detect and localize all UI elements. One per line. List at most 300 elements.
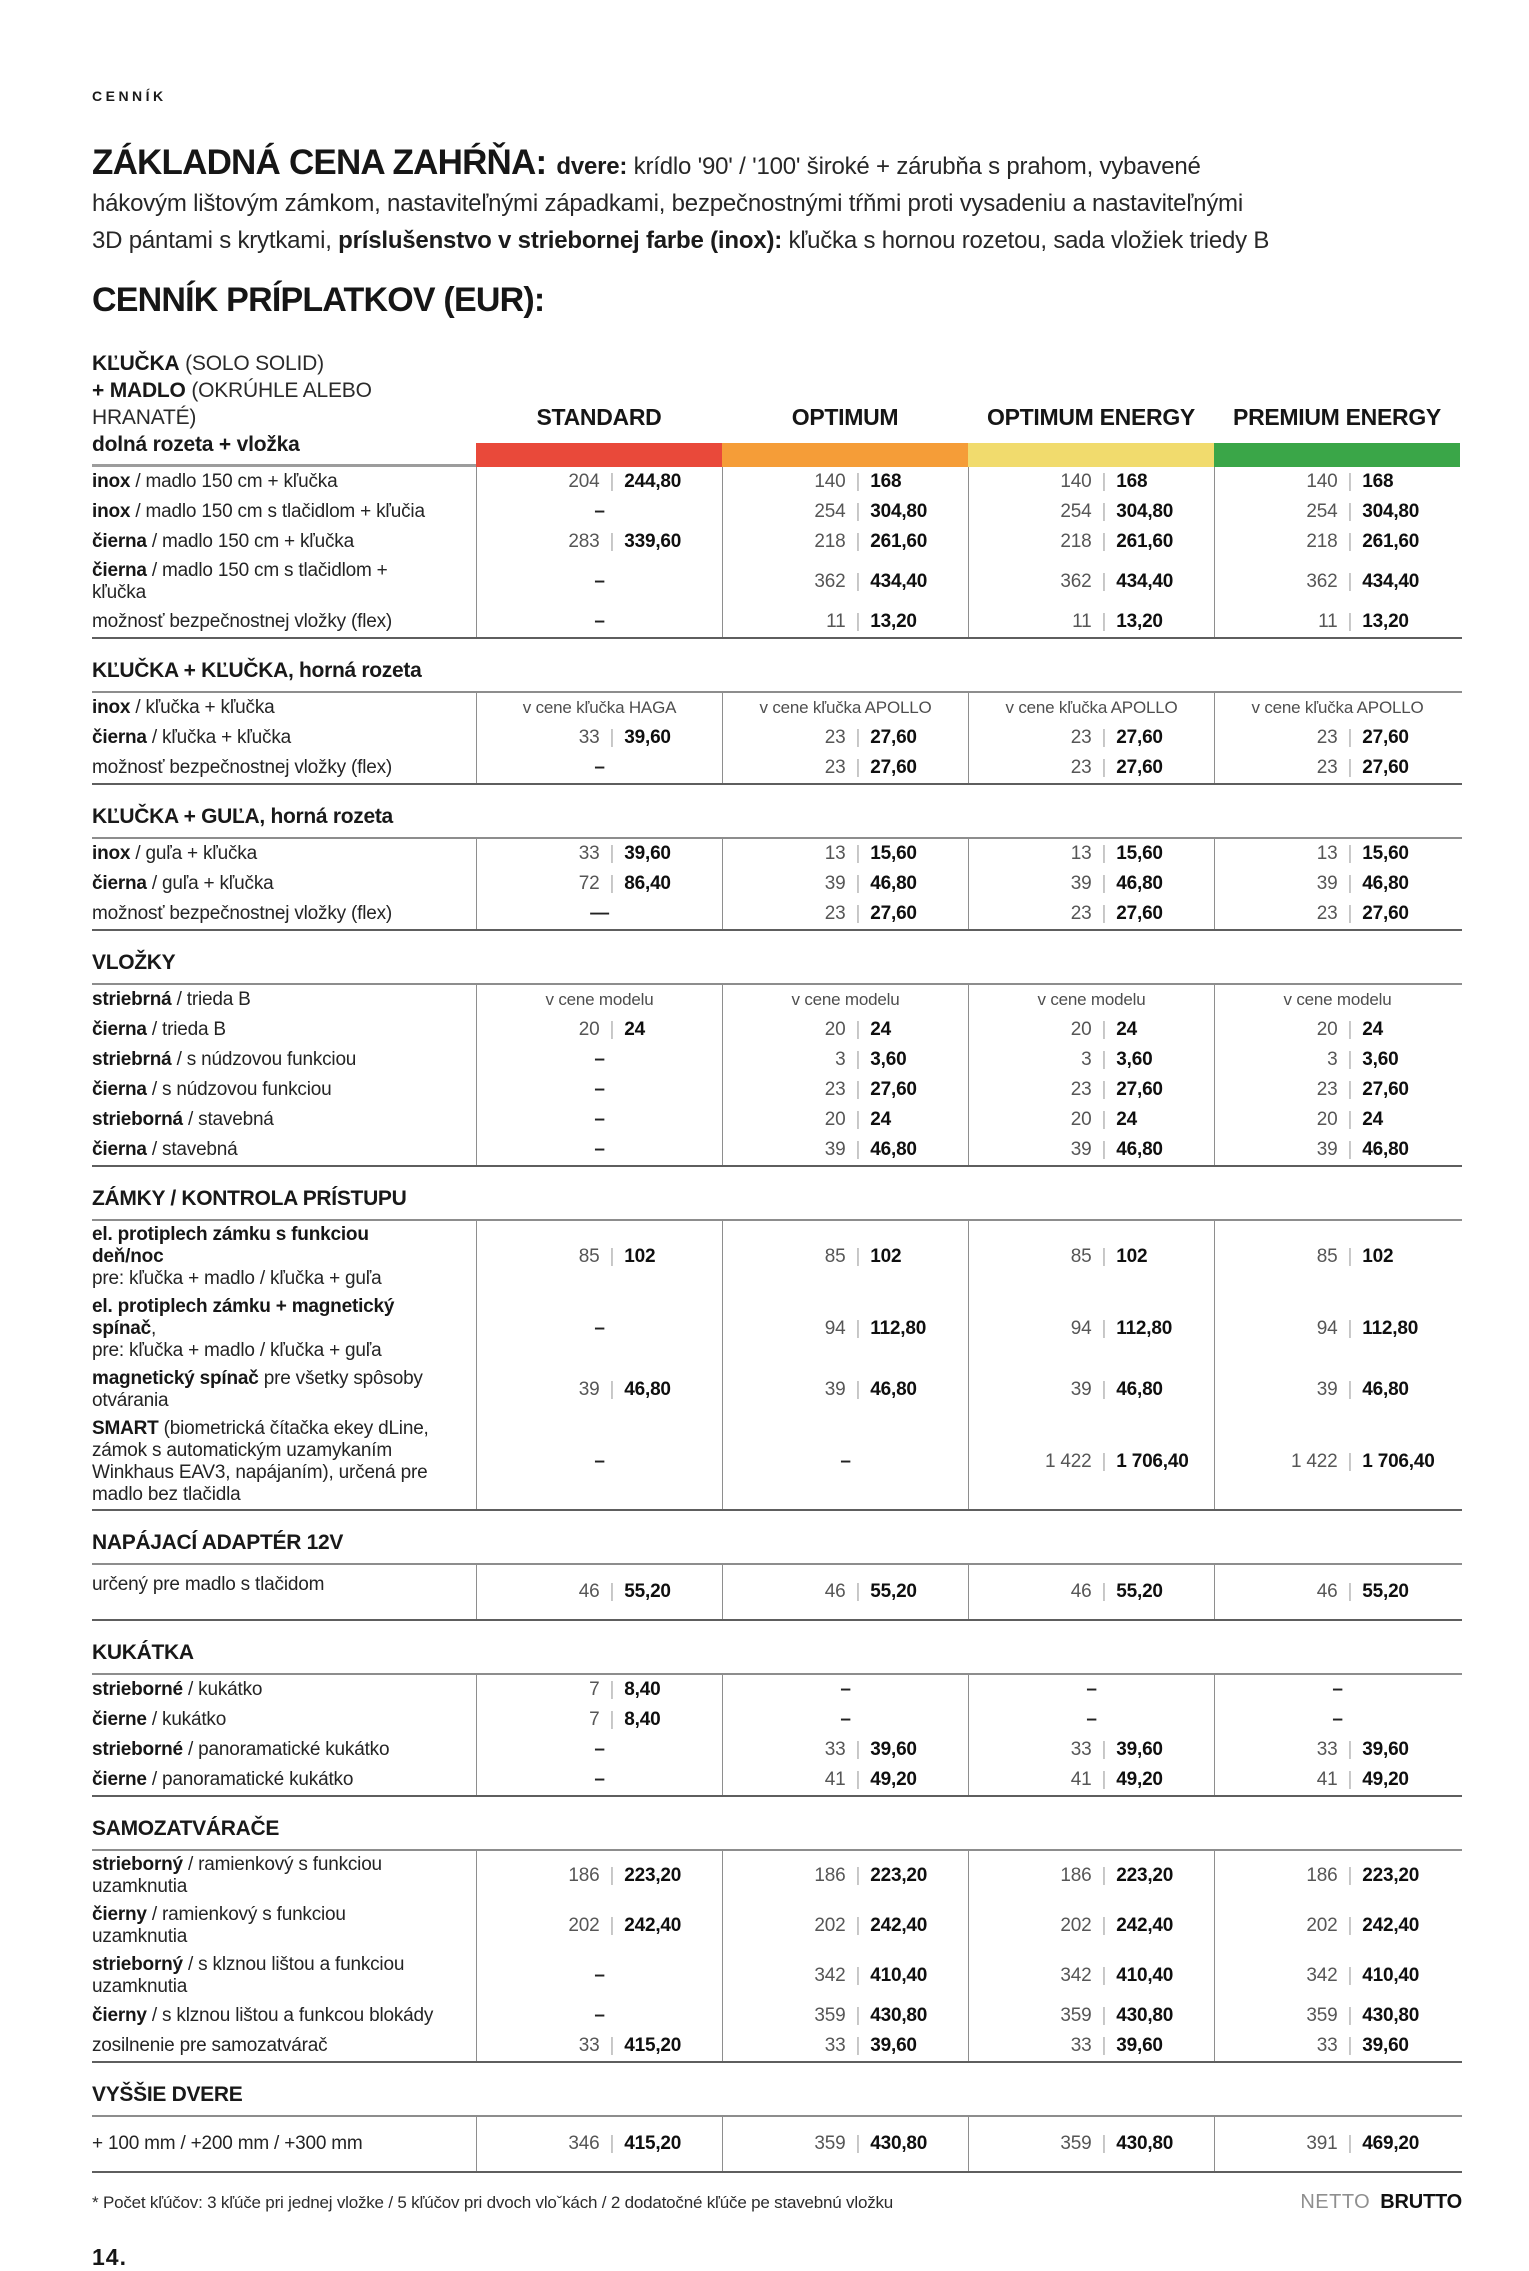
- row-label: [92, 1293, 476, 1365]
- price-cell: [722, 839, 968, 869]
- table-row: [92, 607, 1462, 637]
- price-cell: [1214, 869, 1460, 899]
- table-row: [92, 869, 1462, 899]
- netto: 85: [578, 1246, 600, 1267]
- table-row: [92, 1075, 1462, 1105]
- price-cell: [476, 1415, 722, 1509]
- note: v cene kľučka HAGA: [522, 698, 677, 717]
- netto: 359: [1306, 2005, 1338, 2026]
- row-label-text: určený pre madlo s tlačidom: [92, 1574, 325, 1595]
- dash: —: [590, 903, 609, 924]
- row-label-text: / kľučka + kľučka: [130, 697, 275, 718]
- section-vyssie-dvere: [92, 2083, 1462, 2173]
- brutto: | 39,60: [846, 2035, 969, 2057]
- netto: 11: [826, 611, 846, 632]
- brutto: | 55,20: [1092, 1581, 1215, 1603]
- price-cell: [722, 869, 968, 899]
- netto: 362: [814, 571, 846, 592]
- price-cell: [476, 753, 722, 783]
- dash: –: [594, 1965, 605, 1986]
- row-label-text: / kľučka + kľučka: [146, 727, 292, 748]
- brutto: | 304,80: [1092, 501, 1215, 523]
- price-cell: [722, 1075, 968, 1105]
- price-cell: [476, 497, 722, 527]
- price-cell: [476, 1365, 722, 1415]
- price-cell: [1214, 2031, 1460, 2061]
- brutto: | 46,80: [1338, 1379, 1461, 1401]
- section-kukatka: [92, 1641, 1462, 1797]
- intro-paragraph: [92, 144, 1462, 259]
- brutto: | 46,80: [600, 1379, 723, 1401]
- price-cell: [1214, 1735, 1460, 1765]
- brutto: | 15,60: [1338, 843, 1461, 865]
- price-cell: [1214, 527, 1460, 557]
- price-cell: [968, 1075, 1214, 1105]
- price-cell: [1214, 1565, 1460, 1619]
- brutto: | 24: [1338, 1109, 1461, 1131]
- table-row: [92, 1415, 1462, 1509]
- brutto: | 168: [1338, 471, 1461, 493]
- row-label: [92, 724, 476, 752]
- dash: –: [1332, 1709, 1343, 1730]
- row-label-bold: inox: [92, 501, 131, 522]
- netto: 39: [1070, 873, 1092, 894]
- row-label: [92, 1565, 476, 1599]
- row-label-text: / madlo 150 cm + kľučka: [146, 531, 354, 552]
- price-cell: [968, 839, 1214, 869]
- brutto: | 49,20: [1338, 1769, 1461, 1791]
- row-label-text: / s klznou lištou a funkcou blokády: [146, 2005, 434, 2026]
- dash: –: [594, 1049, 605, 1070]
- brutto: | 24: [1092, 1019, 1215, 1041]
- price-cell: [968, 723, 1214, 753]
- price-cell: [722, 467, 968, 497]
- brutto: | 27,60: [846, 1079, 969, 1101]
- netto: 346: [568, 2133, 600, 2154]
- price-cell: [968, 753, 1214, 783]
- netto: 33: [1070, 2035, 1092, 2056]
- row-label-text: / stavebná: [146, 1139, 238, 1160]
- brutto: | 27,60: [846, 903, 969, 925]
- price-cell: [1214, 1951, 1460, 2001]
- table-row: [92, 839, 1462, 869]
- price-cell: [1214, 839, 1460, 869]
- netto: 7: [589, 1679, 600, 1700]
- table-row: [92, 2001, 1462, 2031]
- brutto: | 102: [600, 1246, 723, 1268]
- netto: 1 422: [1290, 1451, 1338, 1472]
- intro-line3-c: kľučka s hornou rozetou, sada vložiek triedy B: [782, 227, 1270, 254]
- first-title-line1: [92, 350, 476, 377]
- row-label-text: + 100 mm / +200 mm / +300 mm: [92, 2133, 363, 2154]
- price-cell: [968, 1015, 1214, 1045]
- section-title: VLOŽKY: [92, 951, 176, 974]
- price-cell: [722, 1565, 968, 1619]
- price-cell: [476, 1135, 722, 1165]
- price-cell: [1214, 1365, 1460, 1415]
- price-cell: [968, 1415, 1214, 1509]
- column-color-bar: [968, 443, 1214, 467]
- table-row: [92, 1293, 1462, 1365]
- netto: 362: [1306, 571, 1338, 592]
- price-cell: [968, 1675, 1214, 1705]
- brutto: | 102: [846, 1246, 969, 1268]
- netto: 33: [578, 843, 600, 864]
- section-table: [92, 1219, 1462, 1511]
- row-label-text: pre všetky spôsoby otvárania: [92, 1368, 423, 1411]
- price-cell: [476, 869, 722, 899]
- column-color-bar: [722, 443, 968, 467]
- netto: 254: [1060, 501, 1092, 522]
- price-cell: [722, 2117, 968, 2171]
- row-label-bold: inox: [92, 471, 131, 492]
- price-cell: [968, 1135, 1214, 1165]
- netto: 20: [578, 1019, 600, 1040]
- intro-line1-text: krídlo '90' / '100' široké + zárubňa s prahom, vybavené: [627, 153, 1201, 180]
- brutto: | 24: [846, 1019, 969, 1041]
- price-cell: [1214, 1851, 1460, 1901]
- first-l2-text: (OKRÚHLE ALEBO HRANATÉ): [92, 379, 372, 429]
- section-title: VYŠŠIE DVERE: [92, 2083, 243, 2106]
- brutto: | 410,40: [1092, 1965, 1215, 1987]
- price-cell: [968, 2117, 1214, 2171]
- section-adapter: [92, 1531, 1462, 1621]
- section-table: [92, 983, 1462, 1167]
- netto: 202: [1306, 1915, 1338, 1936]
- netto: 11: [1318, 611, 1338, 632]
- row-label: [92, 468, 476, 496]
- netto: 20: [824, 1109, 846, 1130]
- intro-line3-a: 3D pántami s krytkami,: [92, 227, 339, 254]
- section-table: [92, 1673, 1462, 1797]
- brutto: | 39,60: [1092, 1739, 1215, 1761]
- row-label-text: / trieda B: [171, 989, 251, 1010]
- brutto: | 1 706,40: [1092, 1451, 1215, 1473]
- note: v cene modelu: [1283, 990, 1392, 1009]
- netto: 41: [1316, 1769, 1338, 1790]
- brutto: | 102: [1092, 1246, 1215, 1268]
- brutto: | 410,40: [846, 1965, 969, 1987]
- brutto: | 261,60: [1092, 531, 1215, 553]
- netto: 202: [568, 1915, 600, 1936]
- section-table: [92, 2115, 1462, 2173]
- row-label-text: / madlo 150 cm s tlačidlom + kľučka: [92, 560, 388, 603]
- row-label-text: / s klznou lištou a funkciou uzamknutia: [92, 1954, 405, 1997]
- section-vlozky: [92, 951, 1462, 1167]
- row-label: [92, 1901, 476, 1951]
- netto: 359: [814, 2133, 846, 2154]
- table-row: [92, 1015, 1462, 1045]
- brutto-label: BRUTTO: [1380, 2191, 1462, 2213]
- netto: 41: [824, 1769, 846, 1790]
- price-cell: [476, 2001, 722, 2031]
- column-title: PREMIUM ENERGY: [1233, 404, 1441, 430]
- brutto: | 24: [846, 1109, 969, 1131]
- row-label: [92, 1016, 476, 1044]
- row-label: [92, 1136, 476, 1164]
- price-cell: [722, 693, 968, 723]
- row-label-bold: čierna: [92, 1019, 147, 1040]
- netto: 85: [1316, 1246, 1338, 1267]
- price-cell: [476, 2117, 722, 2171]
- price-cell: [476, 1105, 722, 1135]
- netto: 20: [1316, 1019, 1338, 1040]
- intro-line3-bold: príslušenstvo v striebornej farbe (inox):: [338, 227, 783, 254]
- brutto: | 223,20: [600, 1865, 723, 1887]
- netto: 342: [1306, 1965, 1338, 1986]
- row-label-bold: SMART: [92, 1418, 159, 1439]
- section-klucka-klucka: [92, 659, 1462, 785]
- price-cell: [722, 1135, 968, 1165]
- brutto: | 24: [600, 1019, 723, 1041]
- table-row: [92, 1951, 1462, 2001]
- price-cell: [722, 899, 968, 929]
- dash: –: [594, 1139, 605, 1160]
- brutto: | 46,80: [846, 873, 969, 895]
- row-label: [92, 694, 476, 722]
- price-cell: [722, 1221, 968, 1293]
- price-cell: [968, 1901, 1214, 1951]
- price-cell: [722, 2001, 968, 2031]
- price-cell: [1214, 1135, 1460, 1165]
- dash: –: [594, 1451, 605, 1472]
- brutto: | 1 706,40: [1338, 1451, 1461, 1473]
- price-cell: [722, 557, 968, 607]
- brutto: | 13,20: [846, 611, 969, 633]
- row-label-bold: striebrná: [92, 989, 172, 1010]
- netto: 23: [1070, 1079, 1092, 1100]
- netto: 254: [814, 501, 846, 522]
- netto: 23: [824, 727, 846, 748]
- netto: 218: [1060, 531, 1092, 552]
- table-row: [92, 467, 1462, 497]
- netto: 39: [1316, 1139, 1338, 1160]
- row-label-text: / madlo 150 cm s tlačidlom + kľučia: [130, 501, 425, 522]
- price-cell: [1214, 467, 1460, 497]
- price-cell: [722, 607, 968, 637]
- brutto: | 55,20: [1338, 1581, 1461, 1603]
- price-cell: [476, 1075, 722, 1105]
- netto: 20: [1316, 1109, 1338, 1130]
- table-row: [92, 1735, 1462, 1765]
- column-title: STANDARD: [536, 404, 662, 430]
- price-cell: [722, 1765, 968, 1795]
- netto: 39: [1316, 1379, 1338, 1400]
- column-header-optimum: [722, 404, 968, 467]
- dash: –: [1332, 1679, 1343, 1700]
- netto: 140: [1060, 471, 1092, 492]
- price-cell: [968, 467, 1214, 497]
- price-cell: [968, 1565, 1214, 1619]
- netto: 20: [1070, 1019, 1092, 1040]
- price-cell: [968, 1105, 1214, 1135]
- netto: 3: [835, 1049, 846, 1070]
- price-cell: [722, 753, 968, 783]
- brutto: | 430,80: [1092, 2005, 1215, 2027]
- brutto: | 27,60: [1338, 1079, 1461, 1101]
- price-cell: [1214, 1015, 1460, 1045]
- price-cell: [476, 1735, 722, 1765]
- price-cell: [968, 1045, 1214, 1075]
- table-row: [92, 497, 1462, 527]
- row-label: [92, 1046, 476, 1074]
- netto: 33: [578, 727, 600, 748]
- price-cell: [476, 1901, 722, 1951]
- brutto: | 242,40: [1338, 1915, 1461, 1937]
- table-row: [92, 557, 1462, 607]
- dash: –: [594, 1079, 605, 1100]
- brutto: | 27,60: [1338, 727, 1461, 749]
- brutto: | 261,60: [1338, 531, 1461, 553]
- intro-line-3: [92, 222, 1462, 259]
- price-cell: [968, 1293, 1214, 1365]
- column-color-bar: [1214, 443, 1460, 467]
- netto: 13: [1316, 843, 1338, 864]
- netto: 39: [1316, 873, 1338, 894]
- netto: 186: [1306, 1865, 1338, 1886]
- row-label-text: zosilnenie pre samozatvárač: [92, 2035, 328, 2056]
- row-label-text: / s núdzovou funkciou: [146, 1079, 332, 1100]
- price-cell: [476, 1951, 722, 2001]
- brutto: | 102: [1338, 1246, 1461, 1268]
- table-row: [92, 2031, 1462, 2061]
- brutto: | 27,60: [846, 757, 969, 779]
- row-label-text: / trieda B: [146, 1019, 226, 1040]
- row-label: [92, 528, 476, 556]
- dash: –: [1086, 1709, 1097, 1730]
- price-cell: [476, 1765, 722, 1795]
- price-cell: [722, 1415, 968, 1509]
- brutto: | 46,80: [1338, 1139, 1461, 1161]
- first-l2-bold: + MADLO: [92, 379, 186, 402]
- netto: 33: [578, 2035, 600, 2056]
- row-label-text: možnosť bezpečnostnej vložky (flex): [92, 903, 393, 924]
- netto: 23: [824, 1079, 846, 1100]
- section-title: SAMOZATVÁRAČE: [92, 1817, 280, 1840]
- brutto: | 434,40: [846, 571, 969, 593]
- brutto: | 55,20: [600, 1581, 723, 1603]
- brutto: | 46,80: [1092, 873, 1215, 895]
- price-cell: [476, 1015, 722, 1045]
- brutto: | 39,60: [846, 1739, 969, 1761]
- note: v cene kľučka APOLLO: [1005, 698, 1178, 717]
- netto: 20: [824, 1019, 846, 1040]
- first-l1-text: (SOLO SOLID): [179, 352, 324, 375]
- footer: [92, 2191, 1462, 2214]
- netto: 359: [814, 2005, 846, 2026]
- dash: –: [840, 1709, 851, 1730]
- table-klucka-madlo: [92, 467, 1462, 639]
- row-label: [92, 1851, 476, 1901]
- netto: 23: [1070, 903, 1092, 924]
- first-l3-bold: dolná rozeta + vložka: [92, 433, 300, 456]
- price-cell: [968, 1705, 1214, 1735]
- brutto: | 469,20: [1338, 2133, 1461, 2155]
- netto: 23: [1316, 903, 1338, 924]
- price-cell: [968, 1365, 1214, 1415]
- brutto: | 304,80: [846, 501, 969, 523]
- row-label-bold: striebrná: [92, 1049, 172, 1070]
- netto: 23: [1316, 1079, 1338, 1100]
- price-cell: [722, 1735, 968, 1765]
- netto: 23: [824, 903, 846, 924]
- price-cell: [722, 1045, 968, 1075]
- row-label-text: / panoramatické kukátko: [182, 1739, 390, 1760]
- price-cell: [968, 527, 1214, 557]
- brutto: | 242,40: [600, 1915, 723, 1937]
- price-cell: [1214, 1221, 1460, 1293]
- first-title-line2: [92, 377, 476, 431]
- netto: 359: [1060, 2133, 1092, 2154]
- price-cell: [1214, 723, 1460, 753]
- row-label: [92, 2002, 476, 2030]
- table-row: [92, 985, 1462, 1015]
- brutto: | 112,80: [846, 1318, 969, 1340]
- brutto: | 8,40: [600, 1679, 723, 1701]
- first-table-title: [92, 350, 476, 467]
- brutto: | 223,20: [1092, 1865, 1215, 1887]
- netto: 218: [1306, 531, 1338, 552]
- netto: 33: [1316, 1739, 1338, 1760]
- dash: –: [840, 1679, 851, 1700]
- brutto: | 55,20: [846, 1581, 969, 1603]
- row-label-bold: čierny: [92, 2005, 147, 2026]
- row-label-text: možnosť bezpečnostnej vložky (flex): [92, 611, 393, 632]
- table-row: [92, 753, 1462, 783]
- row-label-sub: pre: kľučka + madlo / kľučka + guľa: [92, 1268, 382, 1289]
- table-row: [92, 2117, 1462, 2171]
- price-cell: [722, 985, 968, 1015]
- dash: –: [594, 571, 605, 592]
- column-title: OPTIMUM: [791, 404, 899, 430]
- price-cell: [476, 899, 722, 929]
- row-label-bold: inox: [92, 843, 131, 864]
- price-cell: [476, 2031, 722, 2061]
- table-row: [92, 1365, 1462, 1415]
- brutto: | 242,40: [1092, 1915, 1215, 1937]
- brutto: | 223,20: [1338, 1865, 1461, 1887]
- brutto: | 86,40: [600, 873, 723, 895]
- brutto: | 39,60: [600, 843, 723, 865]
- netto: 13: [824, 843, 846, 864]
- page-title: ZÁKLADNÁ CENA ZAHŔŇA:: [92, 143, 547, 182]
- netto: 218: [814, 531, 846, 552]
- price-cell: [476, 839, 722, 869]
- row-label: [92, 498, 476, 526]
- column-header-standard: [476, 404, 722, 467]
- dash: –: [594, 757, 605, 778]
- price-cell: [968, 899, 1214, 929]
- row-label: [92, 1766, 476, 1794]
- price-cell: [476, 1851, 722, 1901]
- table-row: [92, 1105, 1462, 1135]
- price-cell: [1214, 557, 1460, 607]
- brutto: | 39,60: [600, 727, 723, 749]
- table-row: [92, 1705, 1462, 1735]
- row-label-text: / ramienkový s funkciou uzamknutia: [92, 1854, 382, 1897]
- brutto: | 49,20: [1092, 1769, 1215, 1791]
- netto: 46: [578, 1581, 600, 1602]
- dash: –: [594, 1318, 605, 1339]
- section-title: ZÁMKY / KONTROLA PRÍSTUPU: [92, 1187, 407, 1210]
- netto: 39: [578, 1379, 600, 1400]
- row-label: [92, 2130, 476, 2158]
- note: v cene modelu: [791, 990, 900, 1009]
- note: v cene modelu: [1037, 990, 1146, 1009]
- brutto: | 15,60: [1092, 843, 1215, 865]
- netto: 204: [568, 471, 600, 492]
- netto: 342: [1060, 1965, 1092, 1986]
